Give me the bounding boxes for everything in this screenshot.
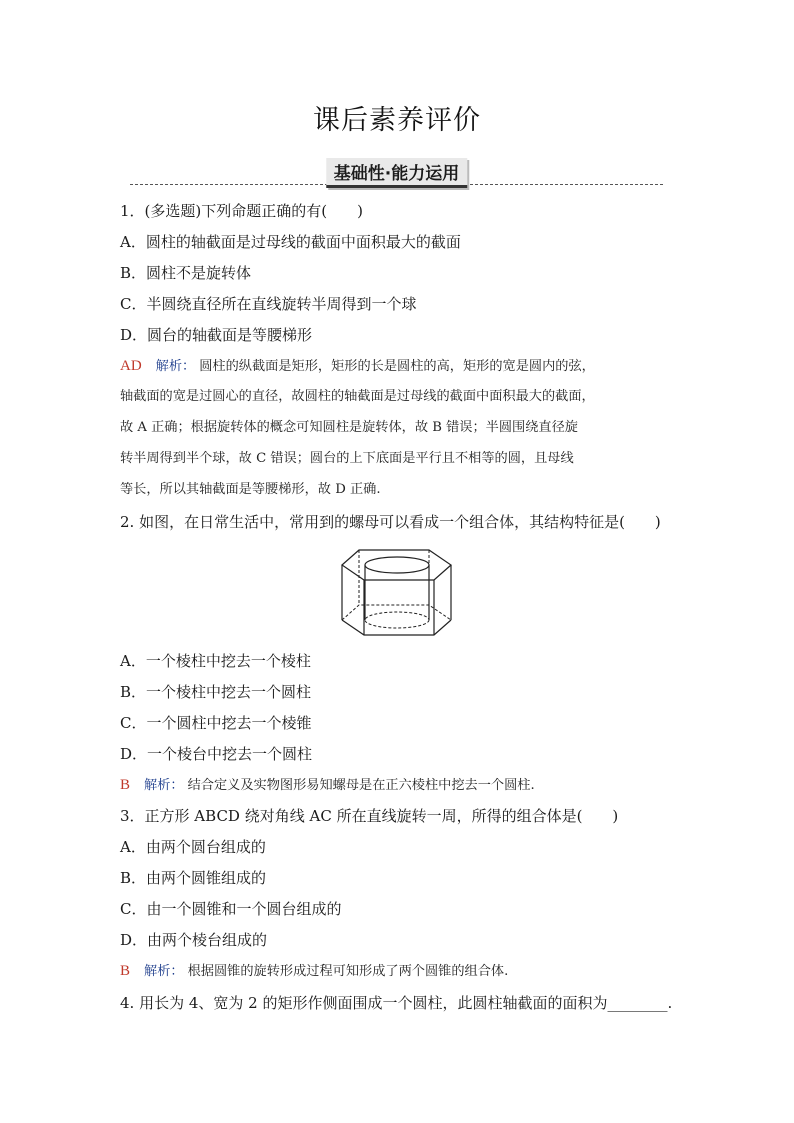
q4-stem: 4. 用长为 4、宽为 2 的矩形作侧面围成一个圆柱，此圆柱轴截面的面积为________. bbox=[120, 994, 673, 1012]
q2-option-a: A．一个棱柱中挖去一个棱柱 bbox=[120, 652, 311, 670]
q1-analysis-line-2: 轴截面的宽是过圆心的直径，故圆柱的轴截面是过母线的截面中面积最大的截面， bbox=[120, 389, 595, 404]
nut-hole-top bbox=[365, 557, 429, 573]
q2-analysis-text: 结合定义及实物图形易知螺母是在正六棱柱中挖去一个圆柱. bbox=[187, 778, 535, 793]
q1-option-d: D．圆台的轴截面是等腰梯形 bbox=[120, 326, 313, 344]
q1-answer: AD bbox=[120, 358, 142, 374]
q1-analysis-line-5: 等长，所以其轴截面是等腰梯形，故 D 正确. bbox=[120, 482, 381, 497]
q3-analysis-line-1 bbox=[120, 961, 508, 982]
page-title: 课后素养评价 bbox=[313, 105, 481, 136]
q2-answer: B bbox=[120, 777, 131, 793]
q1-analysis-label: 解析： bbox=[155, 359, 196, 374]
q3-option-d: D．由两个棱台组成的 bbox=[120, 931, 268, 949]
nut-bottom-edges bbox=[342, 620, 451, 635]
q2-option-b: B．一个棱柱中挖去一个圆柱 bbox=[120, 683, 312, 701]
hex-nut-figure bbox=[337, 545, 457, 640]
q1-option-b: B．圆柱不是旋转体 bbox=[120, 264, 252, 282]
q3-option-c: C．由一个圆锥和一个圆台组成的 bbox=[120, 900, 342, 918]
q1-analysis-line-3: 故 A 正确；根据旋转体的概念可知圆柱是旋转体，故 B 错误；半圆围绕直径旋 bbox=[120, 420, 578, 435]
q3-answer: B bbox=[120, 963, 131, 979]
nut-top-hexagon bbox=[342, 550, 451, 580]
q3-option-b: B．由两个圆锥组成的 bbox=[120, 869, 267, 887]
q3-analysis-label: 解析： bbox=[144, 964, 184, 979]
q1-analysis-text: 圆柱的纵截面是矩形，矩形的长是圆柱的高，矩形的宽是圆内的弦， bbox=[199, 359, 595, 374]
q1-analysis-line-1 bbox=[120, 356, 595, 377]
q2-analysis-line-1 bbox=[120, 775, 535, 796]
q1-stem: 1．(多选题)下列命题正确的有( ) bbox=[120, 202, 363, 220]
nut-hole-bottom bbox=[365, 612, 429, 628]
q2-option-d: D．一个棱台中挖去一个圆柱 bbox=[120, 745, 313, 763]
q2-analysis-label: 解析： bbox=[144, 778, 184, 793]
q3-option-a: A．由两个圆台组成的 bbox=[120, 838, 266, 856]
q2-stem: 2. 如图，在日常生活中，常用到的螺母可以看成一个组合体，其结构特征是( ) bbox=[120, 513, 661, 531]
q1-analysis-line-4: 转半周得到半个球，故 C 错误；圆台的上下底面是平行且不相等的圆，且母线 bbox=[120, 451, 574, 466]
section-label: 基础性·能力运用 bbox=[326, 158, 467, 188]
q1-option-a: A．圆柱的轴截面是过母线的截面中面积最大的截面 bbox=[120, 233, 461, 251]
q3-stem: 3．正方形 ABCD 绕对角线 AC 所在直线旋转一周，所得的组合体是( ) bbox=[120, 807, 619, 825]
q2-option-c: C．一个圆柱中挖去一个棱锥 bbox=[120, 714, 312, 732]
q1-option-c: C．半圆绕直径所在直线旋转半周得到一个球 bbox=[120, 295, 417, 313]
q3-analysis-text: 根据圆锥的旋转形成过程可知形成了两个圆锥的组合体. bbox=[187, 964, 509, 979]
section-header bbox=[130, 158, 663, 186]
